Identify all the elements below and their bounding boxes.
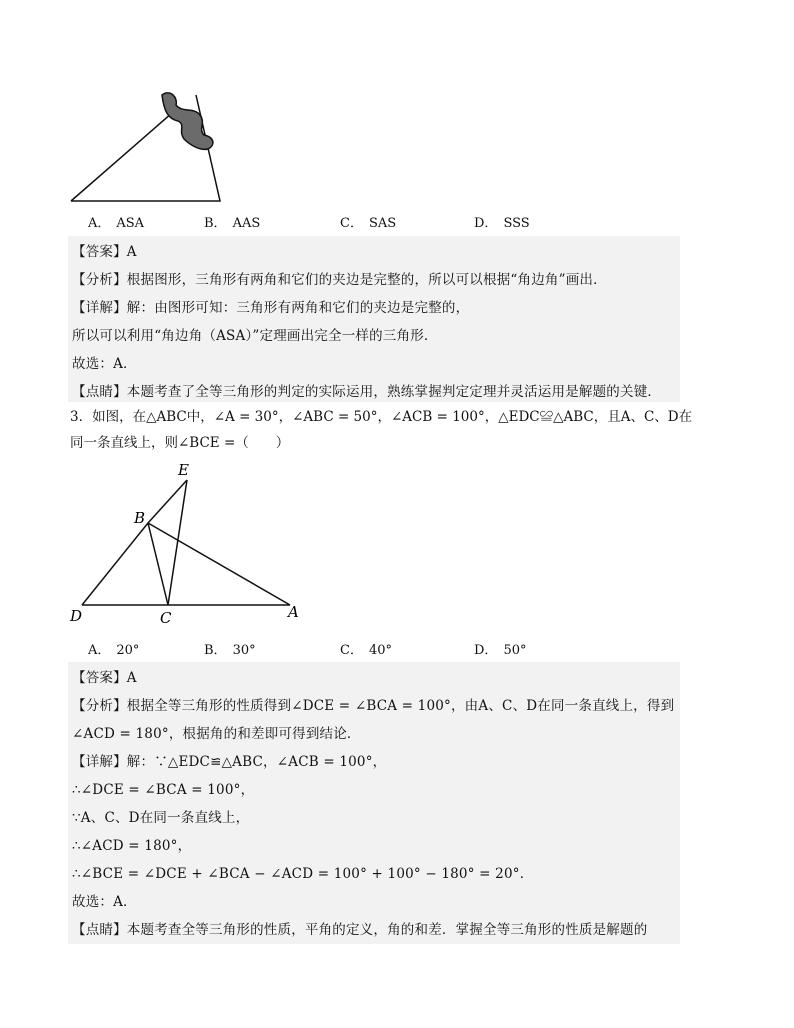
label-a: A bbox=[288, 603, 299, 621]
q2-option-b: B． AAS bbox=[204, 216, 261, 231]
q3-option-b: B． 30° bbox=[204, 643, 256, 658]
q2-comment: 【点睛】本题考查了全等三角形的判定的实际运用，熟练掌握判定定理并灵活运用是解题的关键． bbox=[72, 384, 662, 400]
q2-option-c: C． SAS bbox=[340, 216, 397, 231]
q3-detail-4: ∴∠ACD = 180°， bbox=[72, 838, 192, 854]
broken-triangle-figure bbox=[60, 85, 240, 210]
q2-answer: 【答案】A bbox=[72, 244, 137, 260]
q3-option-a: A． 20° bbox=[88, 643, 140, 658]
q3-comment: 【点睛】本题考查全等三角形的性质，平角的定义，角的和差．掌握全等三角形的性质是解题的 bbox=[72, 922, 648, 938]
label-d: D bbox=[70, 607, 83, 625]
q3-stem-line-1: 3．如图，在△ABC中，∠A = 30°，∠ABC = 50°，∠ACB = 100°，△EDC≌△ABC，且A、C、D在 bbox=[70, 409, 693, 425]
triangle-figure bbox=[60, 455, 320, 635]
q2-analysis: 【分析】根据图形，三角形有两角和它们的夹边是完整的，所以可以根据“角边角”画出． bbox=[72, 272, 607, 288]
q2-solution-box bbox=[68, 236, 680, 402]
q2-detail-1: 【详解】解：由图形可知：三角形有两角和它们的夹边是完整的， bbox=[72, 300, 470, 316]
q3-detail-5: ∴∠BCE = ∠DCE + ∠BCA − ∠ACD = 100° + 100° − 180° = 20°． bbox=[72, 866, 534, 882]
q2-option-d: D． SSS bbox=[474, 216, 530, 231]
q3-detail-2: ∴∠DCE = ∠BCA = 100°， bbox=[72, 782, 255, 798]
q3-analysis-2: ∠ACD = 180°，根据角的和差即可得到结论． bbox=[72, 726, 361, 742]
q3-detail-1: 【详解】解：∵△EDC≌△ABC，∠ACB = 100°， bbox=[72, 754, 387, 770]
q3-choice: 故选：A． bbox=[72, 894, 137, 910]
q3-option-d: D． 50° bbox=[474, 643, 527, 658]
q2-option-a: A． ASA bbox=[88, 216, 145, 231]
q3-detail-3: ∵A、C、D在同一条直线上， bbox=[72, 810, 250, 826]
label-e: E bbox=[178, 461, 189, 479]
q3-option-c: C． 40° bbox=[340, 643, 392, 658]
q2-detail-2: 所以可以利用“角边角（ASA）”定理画出完全一样的三角形． bbox=[72, 328, 438, 344]
q3-answer: 【答案】A bbox=[72, 670, 137, 686]
q3-analysis-1: 【分析】根据全等三角形的性质得到∠DCE = ∠BCA = 100°，由A、C、D在同一条直线上，得到 bbox=[72, 698, 675, 714]
label-c: C bbox=[160, 609, 172, 627]
q2-choice: 故选：A． bbox=[72, 356, 137, 372]
label-b: B bbox=[134, 509, 146, 527]
q3-stem-line-2: 同一条直线上，则∠BCE =（ ） bbox=[70, 435, 290, 451]
